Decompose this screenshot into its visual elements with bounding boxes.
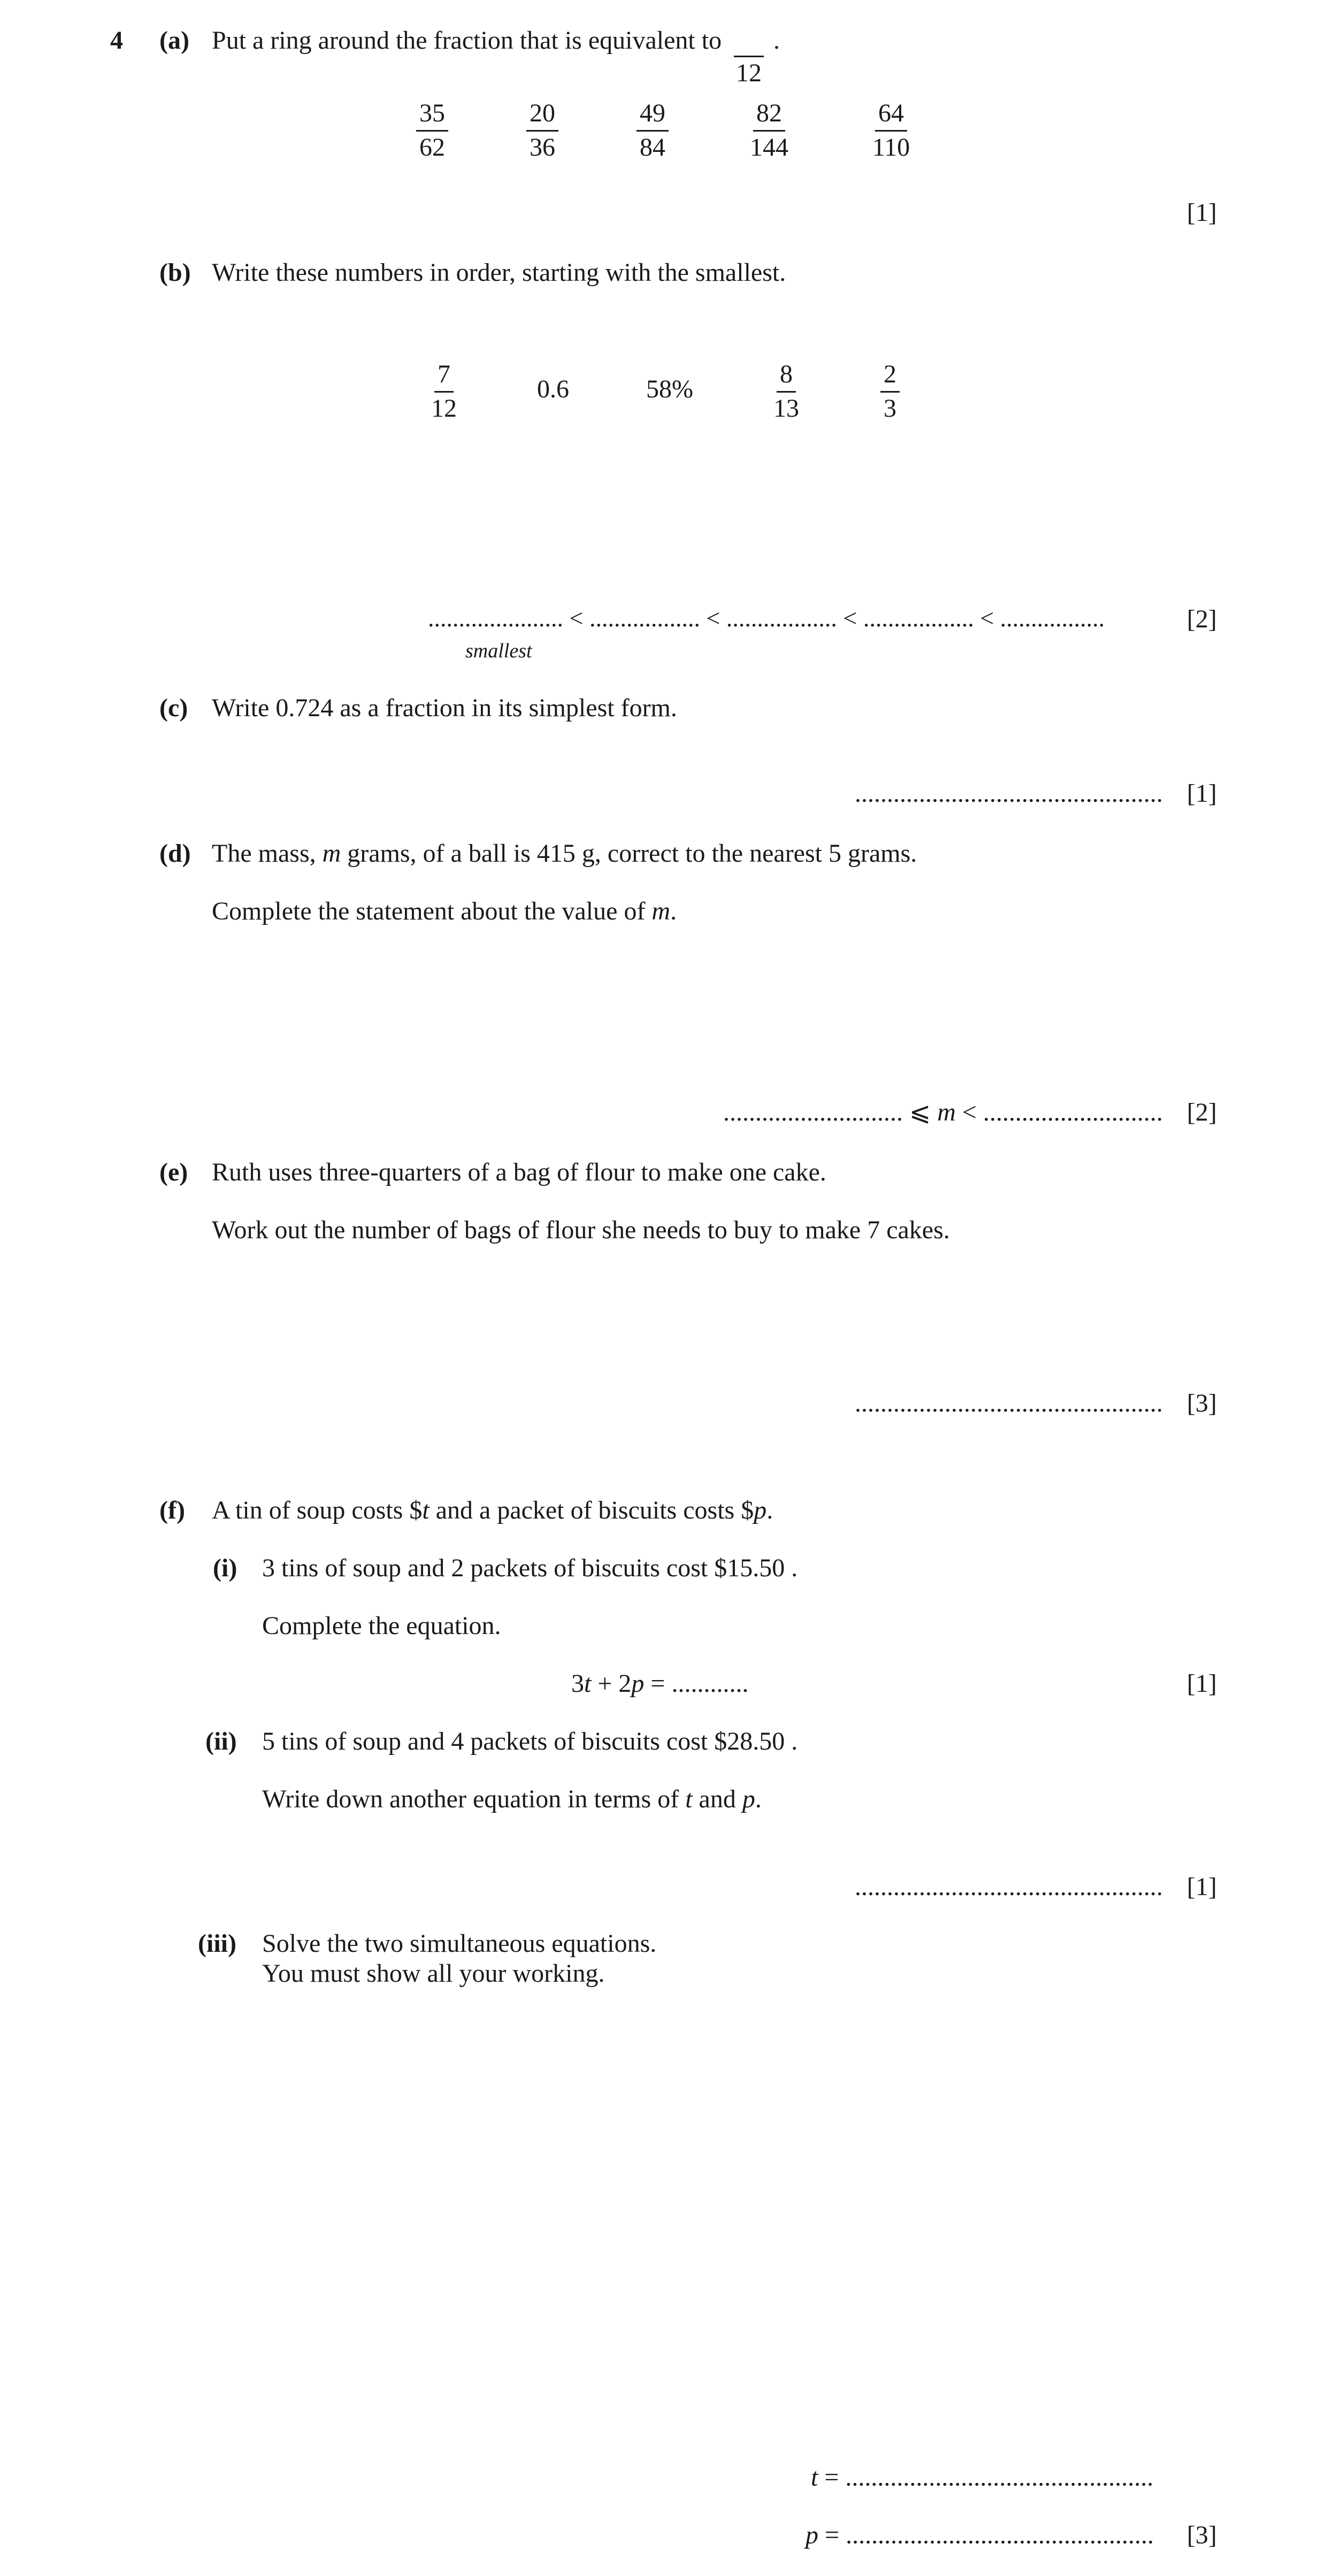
part-d-text: [212, 839, 917, 868]
lt-sign: <: [962, 1098, 977, 1126]
text: + 2: [591, 1669, 632, 1698]
part-f-ii-marks: [1]: [1187, 1873, 1217, 1901]
item-numerator: 2: [880, 361, 900, 393]
bounds-answer: [723, 1098, 1163, 1127]
part-f-i-marks: [1]: [1187, 1669, 1217, 1698]
part-b-label: (b): [159, 258, 191, 287]
part-f-iii-line2: You must show all your working.: [262, 1959, 605, 1988]
target-denominator: 12: [736, 59, 762, 87]
equation-answer-line[interactable]: ............: [671, 1669, 749, 1698]
option-denominator: 62: [419, 133, 445, 162]
part-f-iii-marks: [3]: [1187, 2521, 1217, 2549]
fraction-option[interactable]: [416, 99, 448, 162]
item-denominator: 13: [773, 394, 799, 423]
option-denominator: 84: [640, 133, 665, 162]
smallest-label: smallest: [465, 640, 532, 662]
part-a-period: .: [773, 26, 780, 55]
order-item-fraction: [428, 361, 460, 423]
target-numerator: [734, 26, 764, 57]
p-answer-line[interactable]: ................................................: [846, 2521, 1154, 2549]
part-f-intro: [212, 1496, 773, 1525]
text: and a packet of biscuits costs $: [429, 1496, 754, 1524]
var-t: t: [685, 1785, 693, 1813]
part-f-i-line1: 3 tins of soup and 2 packets of biscuits cost $15.50 .: [262, 1554, 798, 1582]
text: Complete the statement about the value of: [212, 897, 652, 925]
equals-sign: =: [818, 2521, 840, 2549]
question-number: 4: [110, 26, 123, 55]
var-p: p: [754, 1496, 767, 1524]
part-f-i-line2: Complete the equation.: [262, 1612, 501, 1640]
part-b-marks: [2]: [1187, 605, 1217, 633]
part-c-label: (c): [159, 694, 188, 722]
part-d-line2: [212, 896, 677, 926]
var-m: m: [937, 1098, 956, 1126]
equals-sign: =: [818, 2463, 839, 2491]
part-a-target-fraction: [733, 26, 765, 88]
part-d-label: (d): [159, 839, 191, 868]
part-f-ii-line2: [262, 1784, 762, 1814]
order-item-decimal: 0.6: [537, 375, 569, 403]
p-answer-row: [806, 2520, 1154, 2550]
text: .: [766, 1496, 773, 1524]
part-c-marks: [1]: [1187, 779, 1217, 808]
part-f-iii-label: (iii): [198, 1929, 236, 1958]
text: =: [644, 1669, 672, 1698]
option-numerator: 82: [753, 99, 785, 132]
part-f-ii-label: (ii): [205, 1727, 237, 1755]
fraction-option[interactable]: [747, 99, 792, 162]
order-answer-line[interactable]: ...................... < .................. < .................. < .................. < .................: [428, 604, 1105, 632]
item-denominator: 3: [884, 394, 896, 423]
var-p: p: [806, 2521, 818, 2549]
option-denominator: 110: [872, 133, 910, 162]
var-t: t: [811, 2463, 818, 2491]
t-answer-row: [811, 2463, 1153, 2492]
item-numerator: 8: [777, 361, 796, 393]
equation-3t-2p: [571, 1669, 749, 1698]
var-t: t: [422, 1496, 429, 1524]
fraction-option[interactable]: [526, 99, 558, 162]
text: .: [755, 1785, 762, 1813]
part-f-label: (f): [159, 1496, 185, 1524]
var-p: p: [742, 1785, 755, 1813]
part-f-iii-line1: Solve the two simultaneous equations.: [262, 1929, 657, 1958]
option-denominator: 36: [530, 133, 555, 162]
part-a-marks: [1]: [1187, 198, 1217, 227]
part-a-label: (a): [159, 26, 189, 55]
option-numerator: 35: [416, 99, 448, 132]
text: A tin of soup costs $: [212, 1496, 423, 1524]
var-m: m: [322, 839, 341, 868]
text: 3: [571, 1669, 584, 1698]
order-item-fraction: [880, 361, 900, 423]
text: The mass,: [212, 839, 323, 868]
text: Write down another equation in terms of: [262, 1785, 686, 1813]
item-numerator: 7: [434, 361, 454, 393]
leq-sign: ⩽: [909, 1098, 931, 1126]
part-f-ii-answer-line[interactable]: ................................................: [855, 1873, 1163, 1901]
item-denominator: 12: [431, 394, 457, 423]
part-c-answer-line[interactable]: ................................................: [855, 779, 1163, 808]
part-e-line2: Work out the number of bags of flour she needs to buy to make 7 cakes.: [212, 1216, 950, 1244]
part-f-i-label: (i): [213, 1554, 237, 1582]
text: grams, of a ball is 415 g, correct to the nearest 5 grams.: [341, 839, 917, 868]
part-b-text: Write these numbers in order, starting with the smallest.: [212, 258, 786, 287]
part-e-answer-line[interactable]: ................................................: [855, 1389, 1163, 1417]
part-e-marks: [3]: [1187, 1389, 1217, 1417]
text: .: [670, 897, 677, 925]
var-m: m: [651, 897, 671, 925]
fraction-option[interactable]: [869, 99, 913, 162]
option-denominator: 144: [750, 133, 788, 162]
fraction-option[interactable]: [636, 99, 669, 162]
t-answer-line[interactable]: ................................................: [845, 2463, 1154, 2491]
var-t: t: [584, 1669, 592, 1698]
part-e-label: (e): [159, 1158, 188, 1186]
option-numerator: 49: [636, 99, 669, 132]
part-e-line1: Ruth uses three-quarters of a bag of flour to make one cake.: [212, 1158, 826, 1186]
order-item-percent: 58%: [646, 375, 693, 403]
var-p: p: [631, 1669, 645, 1698]
part-d-marks: [2]: [1187, 1098, 1217, 1126]
order-item-fraction: [770, 361, 802, 423]
upper-bound-line[interactable]: ............................: [983, 1098, 1163, 1126]
lower-bound-line[interactable]: ............................: [723, 1098, 903, 1126]
part-c-text: Write 0.724 as a fraction in its simplest form.: [212, 694, 677, 722]
option-numerator: 64: [875, 99, 907, 132]
option-numerator: 20: [526, 99, 558, 132]
text: and: [692, 1785, 742, 1813]
part-f-ii-line1: 5 tins of soup and 4 packets of biscuits cost $28.50 .: [262, 1727, 798, 1755]
part-a-text: Put a ring around the fraction that is equivalent to: [212, 26, 722, 55]
